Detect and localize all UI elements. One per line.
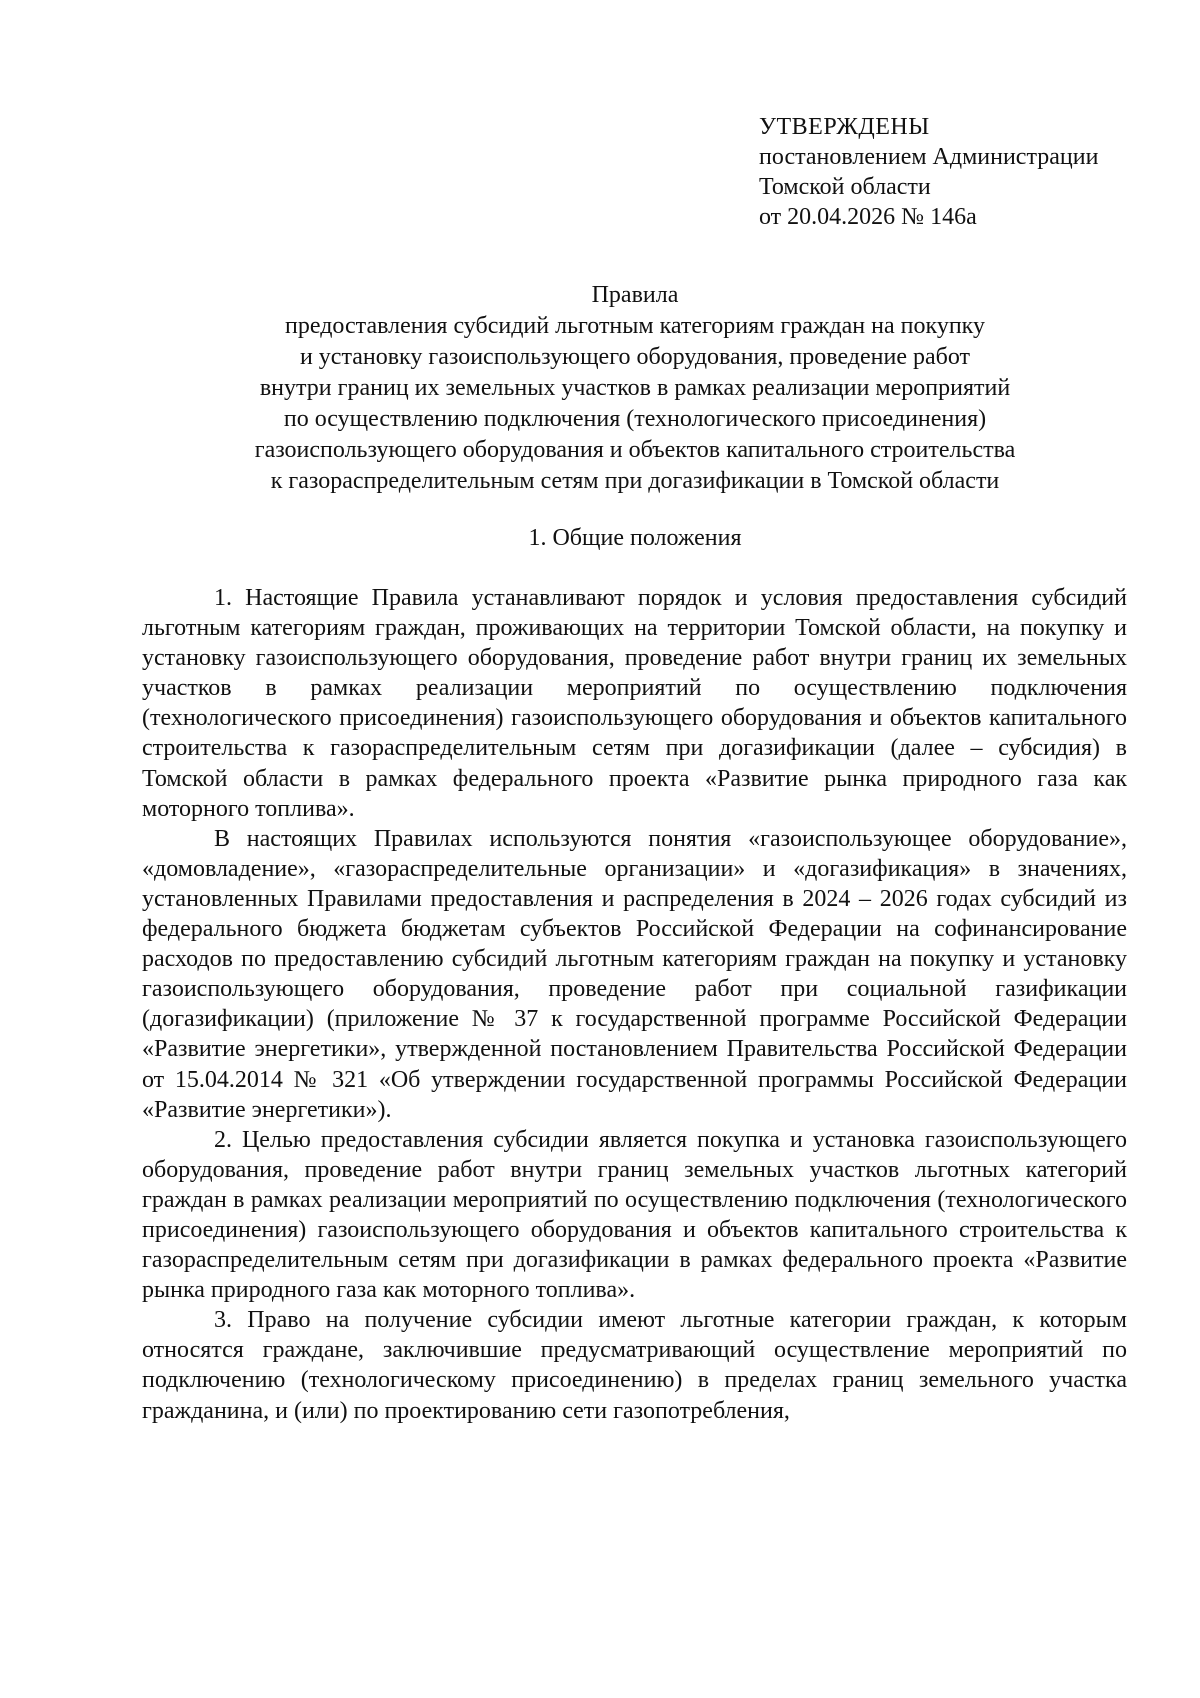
approval-region: Томской области	[759, 174, 931, 200]
approval-issuer: постановлением Администрации	[759, 144, 1099, 170]
title-line: и установку газоиспользующего оборудования, проведение работ	[299, 344, 971, 370]
approval-block	[759, 112, 1098, 232]
title-heading: Правила	[591, 282, 679, 308]
section-heading: 1. Общие положения	[528, 525, 742, 551]
approval-date-number: от 20.04.2026 № 146а	[759, 204, 977, 230]
title-line: предоставления субсидий льготным категориям граждан на покупку	[285, 313, 985, 339]
title-line: внутри границ их земельных участков в рамках реализации мероприятий	[259, 375, 1011, 401]
title-line: по осуществлению подключения (технологического присоединения)	[283, 406, 987, 432]
document-title	[130, 280, 1140, 497]
title-line: к газораспределительным сетям при догазификации в Томской области	[270, 468, 1000, 494]
paragraph-2: 2. Целью предоставления субсидии является покупка и установка газоиспользующего оборудования, проведение работ внутри границ земельных участков льготных категорий граждан в рамках реализации мероприятий по осуществлению подключения (технологического присоединения) газоиспользующего оборудования и объектов капитального строительства к газораспределительным сетям при догазификации в рамках федерального проекта «Развитие рынка природного газа как моторного топлива».	[142, 1126, 1127, 1304]
paragraph-1: 1. Настоящие Правила устанавливают порядок и условия предоставления субсидий льготным категориям граждан, проживающих на территории Томской области, на покупку и установку газоиспользующего оборудования, проведение работ внутри границ их земельных участков в рамках реализации мероприятий по осуществлению подключения (технологического присоединения) газоиспользующего оборудования и объектов капитального строительства к газораспределительным сетям при догазификации (далее – субсидия) в Томской области в рамках федерального проекта «Развитие рынка природного газа как моторного топлива».	[142, 585, 1127, 822]
document-body	[142, 583, 1127, 1426]
paragraph-definitions: В настоящих Правилах используются понятия «газоиспользующее оборудование», «домовладение», «газораспределительные организации» и «догазификация» в значениях, установленных Правилами предоставления и распределения в 2024 – 2026 годах субсидий из федерального бюджета бюджетам субъектов Российской Федерации на софинансирование расходов по предоставлению субсидий льготным категориям граждан на покупку и установку газоиспользующего оборудования, проведение работ при социальной газификации (догазификации) (приложение № 37 к государственной программе Российской Федерации «Развитие энергетики», утвержденной постановлением Правительства Российской Федерации от 15.04.2014 № 321 «Об утверждении государственной программы Российской Федерации «Развитие энергетики»).	[142, 825, 1127, 1123]
approval-heading: УТВЕРЖДЕНЫ	[759, 114, 930, 140]
title-line: газоиспользующего оборудования и объектов капитального строительства	[254, 437, 1016, 463]
paragraph-3: 3. Право на получение субсидии имеют льготные категории граждан, к которым относятся граждане, заключившие предусматривающий осуществление мероприятий по подключению (технологическому присоединению) в пределах границ земельного участка гражданина, и (или) по проектированию сети газопотребления,	[142, 1307, 1127, 1424]
